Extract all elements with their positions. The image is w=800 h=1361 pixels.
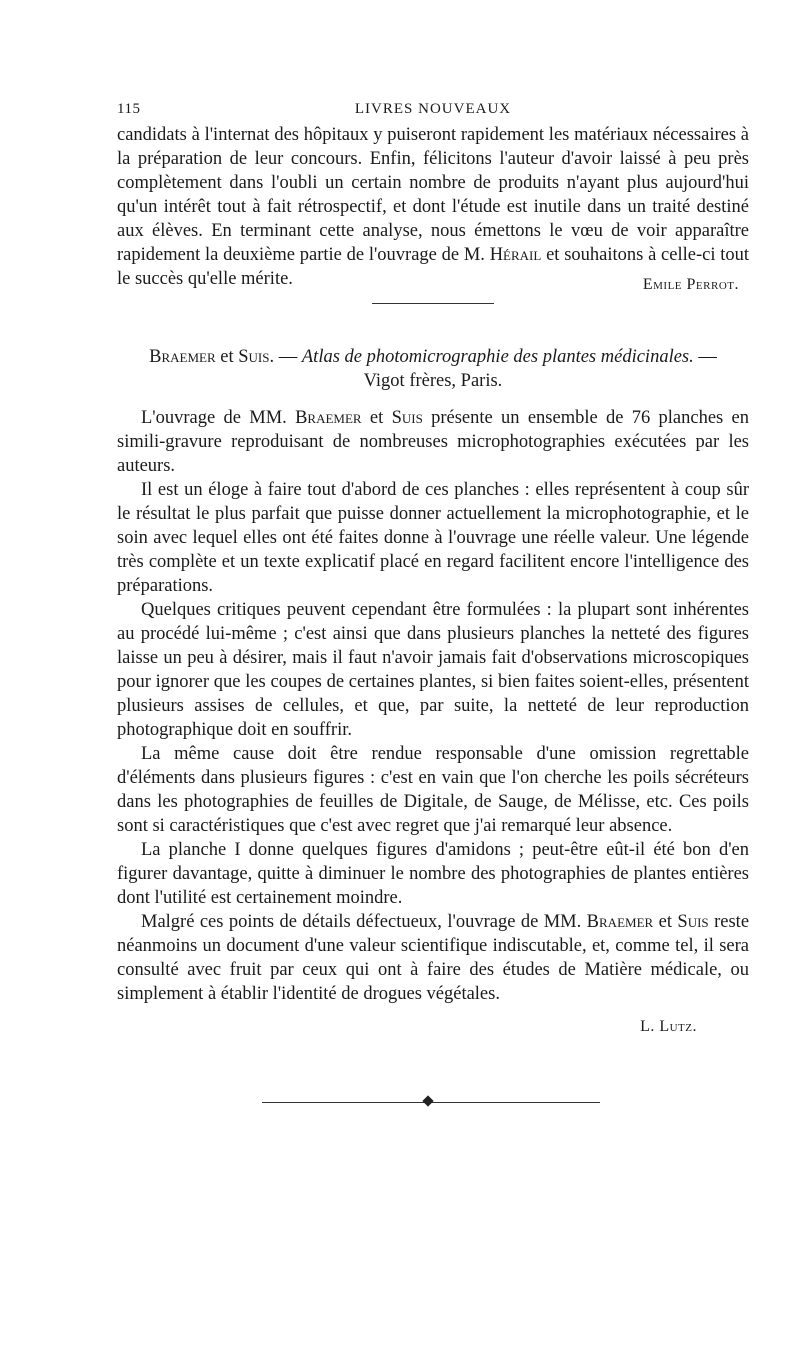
review2-paragraph-3: Quelques critiques peuvent cependant être formulées : la plupart sont inhérentes au procédé lui-même ; c'est ainsi que dans plusieurs planches la netteté des figures laisse un peu à désirer, mais il faut n'avoir jamais fait d'observations microscopiques pour ignorer que les coupes de certaines plantes, si bien faites soient-elles, présentent plusieurs assises de cellules, et que, par suite, la netteté de leur reproduction photographique doit en souffrir. (117, 600, 749, 740)
running-title: LIVRES NOUVEAUX (354, 101, 512, 117)
section-divider (372, 303, 494, 304)
review2-paragraph-2: Il est un éloge à faire tout d'abord de ces planches : elles représentent à coup sûr le résultat le plus parfait que puisse donner actuellement la microphotographie, et le soin avec lequel elles ont été faites donne à l'ouvrage une réelle valeur. Une légende très complète et un texte explicatif placé en regard facilitent encore l'intelligence des préparations. (117, 480, 749, 596)
page-number: 115 (117, 101, 141, 117)
reference-author-2: Suis. (238, 347, 275, 367)
review2-paragraph-5: La planche I donne quelques figures d'amidons ; peut-être eût-il été bon d'en figurer davantage, quitte à diminuer le nombre des photographies de plantes entières dont l'utilité est certainement moindre. (117, 840, 749, 908)
p1-mid: et (369, 408, 384, 428)
review2-paragraph-6 (117, 910, 749, 1006)
book-reference (117, 345, 749, 393)
page (117, 95, 749, 1036)
review1-signature: Emile Perrot. (642, 276, 739, 293)
review2-signature: L. Lutz. (640, 1018, 697, 1035)
reference-author-1: Braemer (149, 347, 216, 367)
end-ornament-rule (262, 1097, 600, 1109)
running-head (117, 95, 749, 123)
p6-after: reste néanmoins un document d'une valeur scientifique indiscutable, et, comme tel, il sera consulté avec fruit par ceux qui ont à faire des études de Matière médicale, ou simplement à établir l'identité de drogues végétales. (117, 912, 750, 1004)
p1-before: L'ouvrage de MM. (141, 408, 287, 428)
reference-title: Atlas de photomicrographie des plantes médicinales. (301, 347, 694, 367)
review2-body (117, 406, 749, 1036)
review2-paragraph-1 (117, 406, 749, 478)
p1-name-2: Suis (391, 408, 423, 428)
p1-after: présente un ensemble de 76 planches en simili-gravure reproduisant de nombreuses microphotographies exécutées par les auteurs. (117, 408, 750, 476)
reference-and: et (220, 347, 234, 367)
reference-dash-2: — (698, 347, 717, 367)
p6-before: Malgré ces points de détails défectueux, l'ouvrage de MM. (141, 912, 582, 932)
reference-publisher: Vigot frères, Paris. (363, 371, 503, 391)
p1-name-1: Braemer (295, 408, 362, 428)
review1-text-before: candidats à l'internat des hôpitaux y puiseront rapidement les matériaux nécessaires à la préparation de leur concours. Enfin, félicitons l'auteur d'avoir laissé à peu près complètement dans l'oubli un certain nombre de produits n'ayant plus aujourd'hui qu'un intérêt tout à fait rétrospectif, et dont l'étude est inutile dans un traité destiné aux élèves. En terminant cette analyse, nous émettons le vœu de voir apparaître rapidement la deuxième partie de l'ouvrage de M. (117, 125, 749, 265)
review1-author-name: Hérail (489, 245, 542, 265)
review1-text-after: et souhaitons à celle-ci tout le succès qu'elle mérite. (117, 245, 750, 289)
p6-name-2: Suis (677, 912, 709, 932)
review1-paragraph (117, 123, 749, 291)
diamond-ornament-icon (422, 1095, 433, 1106)
p6-name-1: Braemer (586, 912, 654, 932)
p6-mid: et (658, 912, 672, 932)
review2-paragraph-4: La même cause doit être rendue responsable d'une omission regrettable d'éléments dans plusieurs figures : c'est en vain que l'on cherche les poils sécréteurs dans les photographies de feuilles de Digitale, de Sauge, de Mélisse, etc. Ces poils sont si caractéristiques que c'est avec regret que j'ai remarqué leur absence. (117, 744, 749, 836)
reference-dash-1: — (278, 347, 298, 367)
